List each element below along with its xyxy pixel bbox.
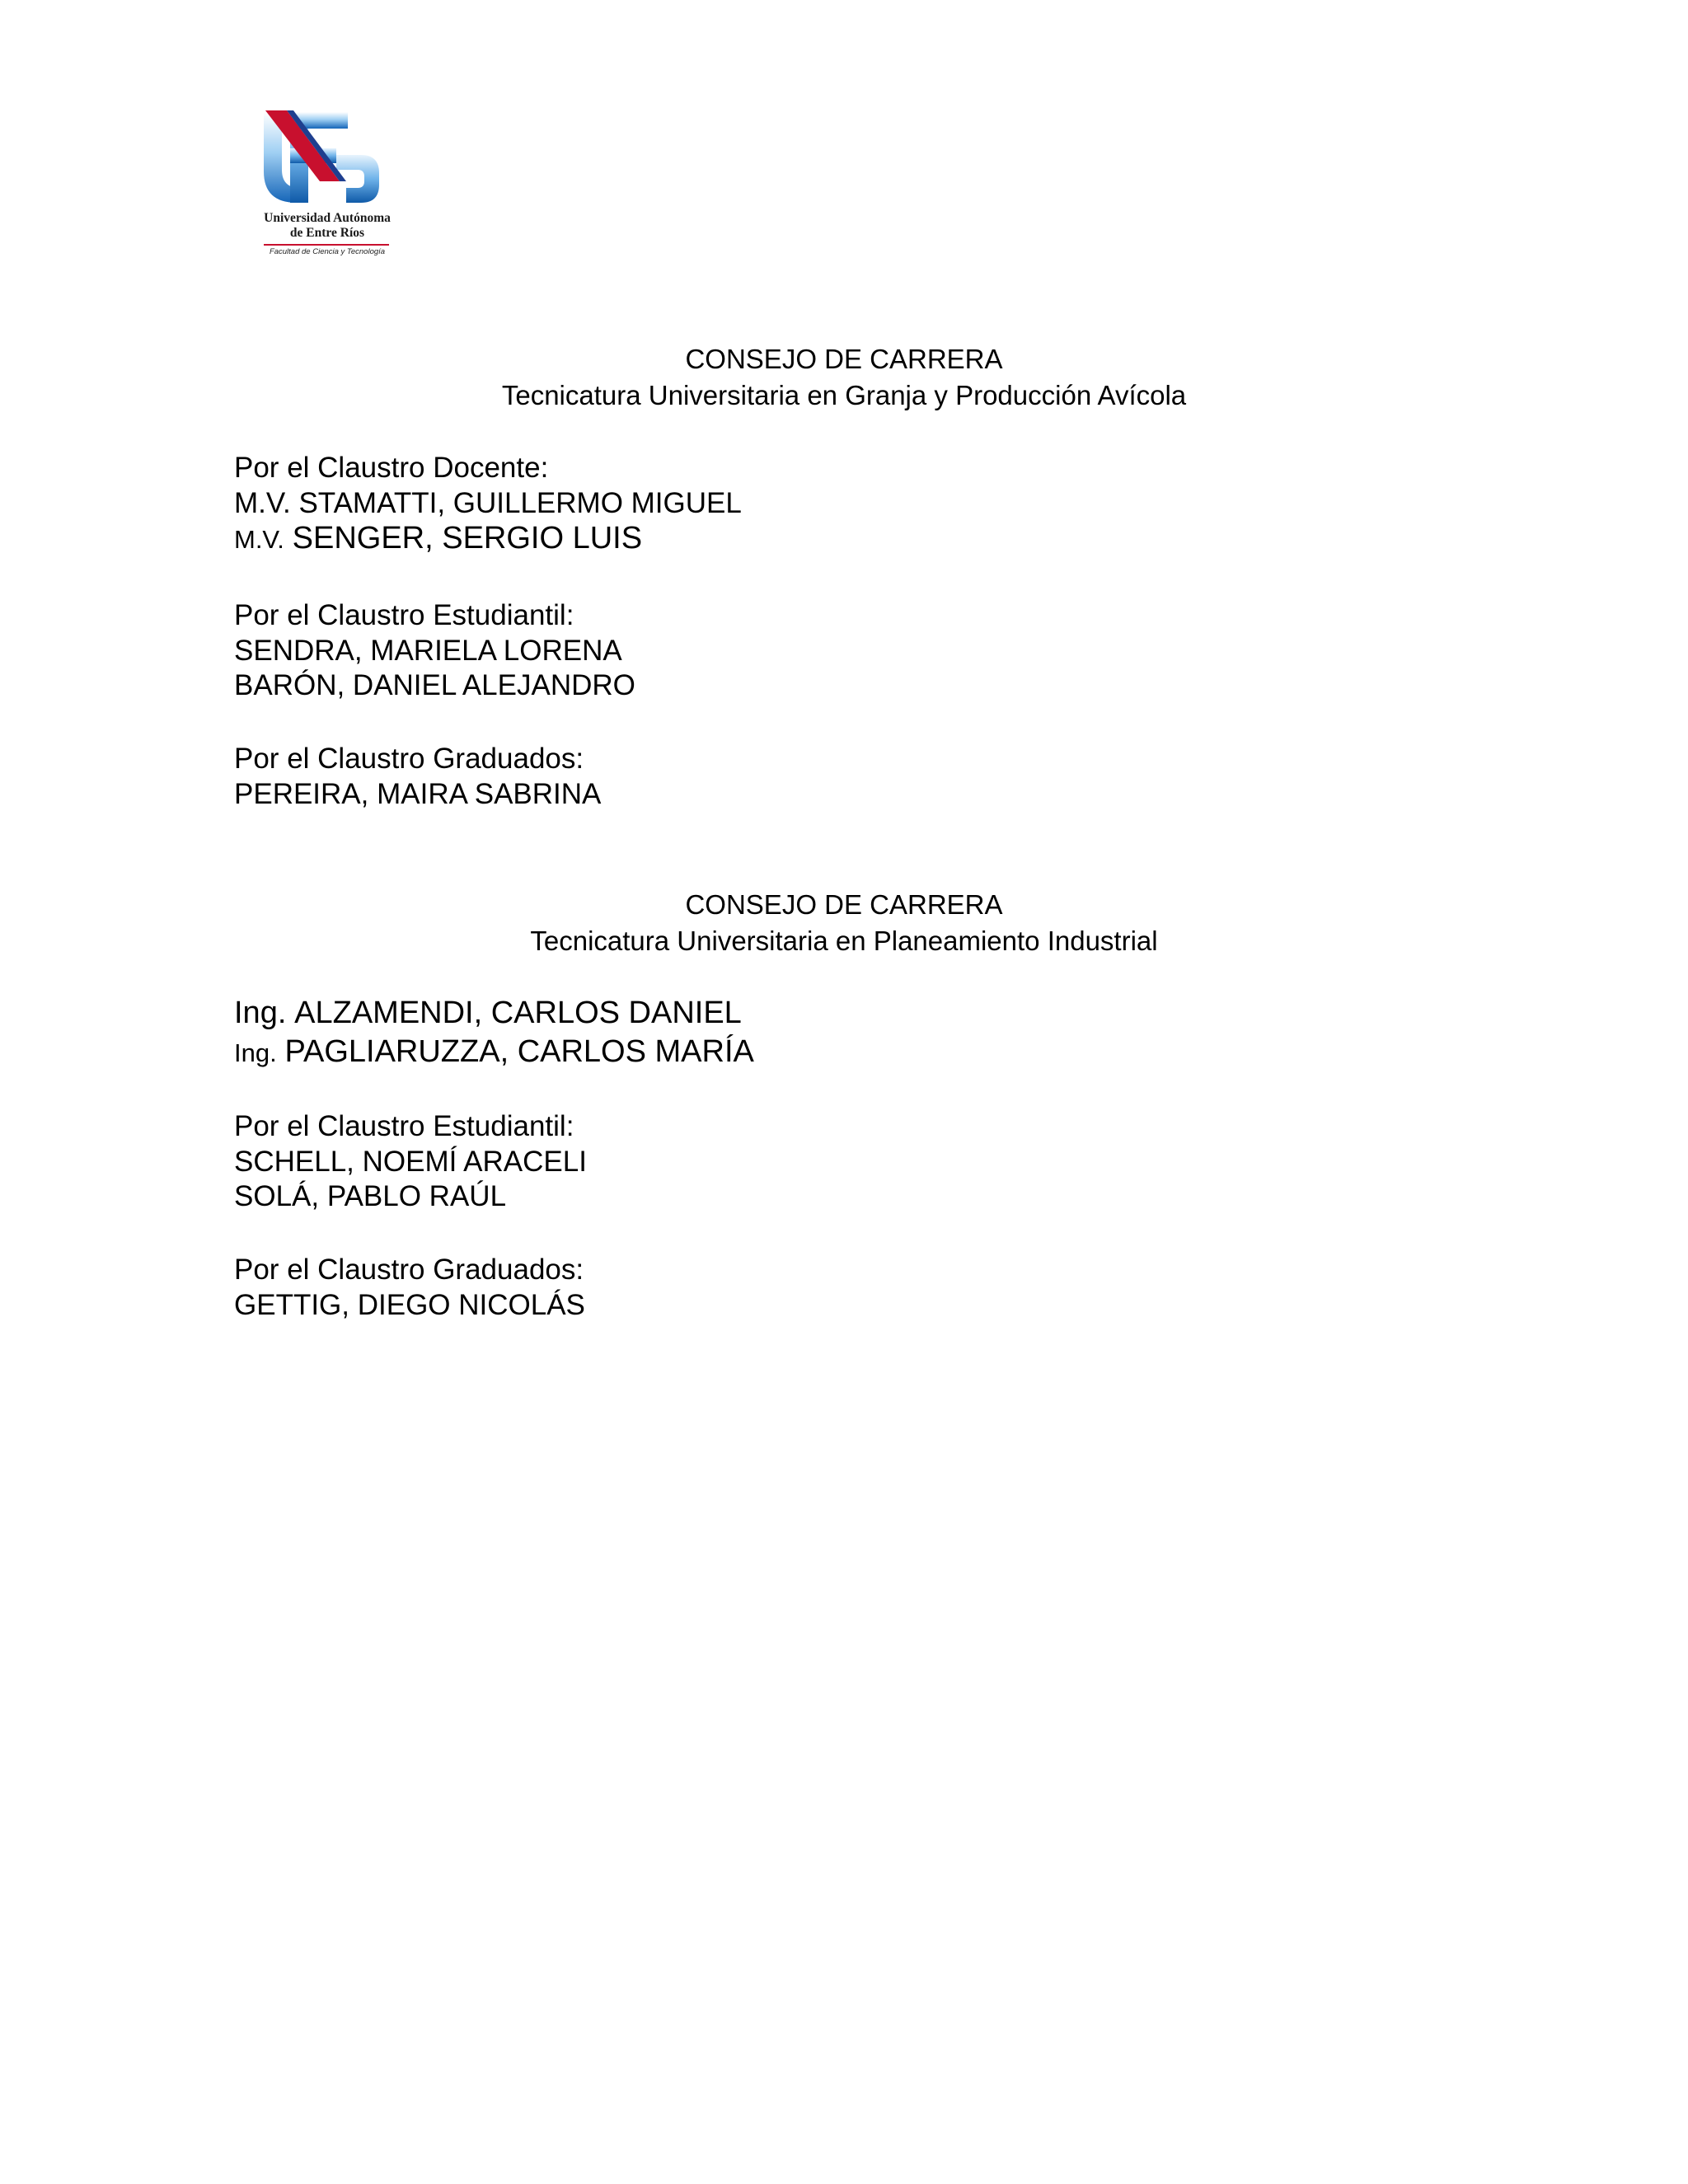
council-2-graduados-member-1: GETTIG, DIEGO NICOLÁS: [234, 1288, 585, 1321]
council-2-graduados-section: [234, 1253, 585, 1323]
council-1-heading: CONSEJO DE CARRERA: [685, 344, 1003, 374]
council-2-heading: CONSEJO DE CARRERA: [685, 889, 1003, 920]
council-1-estudiantil-label: Por el Claustro Estudiantil:: [234, 599, 574, 631]
council-1-docente-member-2-name: SENGER, SERGIO LUIS: [292, 521, 643, 555]
council-1-graduados-label: Por el Claustro Graduados:: [234, 743, 584, 775]
council-1-estudiantil-member-1: SENDRA, MARIELA LORENA: [234, 634, 622, 667]
council-2-docente-section: [234, 994, 754, 1072]
council-1-estudiantil-section: [234, 598, 635, 704]
council-1-docente-label: Por el Claustro Docente:: [234, 452, 549, 484]
council-2-docente-member-2: [234, 1033, 754, 1072]
council-2-docente-member-1-title: Ing.: [234, 996, 287, 1030]
council-1-subheading: Tecnicatura Universitaria en Granja y Producción Avícola: [501, 380, 1187, 410]
council-2-estudiantil-member-1: SCHELL, NOEMÍ ARACELI: [234, 1145, 587, 1178]
council-2-estudiantil-section: [234, 1109, 587, 1215]
council-2-subheading: Tecnicatura Universitaria en Planeamiento Industrial: [530, 926, 1158, 956]
council-1-graduados-section: [234, 742, 601, 812]
council-2-docente-member-1: [234, 994, 754, 1033]
university-logo-mark: [257, 105, 397, 209]
council-2-estudiantil-member-2: SOLÁ, PABLO RAÚL: [234, 1180, 507, 1212]
logo-university-name-line2: de Entre Ríos: [289, 226, 365, 240]
council-2-graduados-label: Por el Claustro Graduados:: [234, 1254, 584, 1286]
logo-university-name-line1: Universidad Autónoma: [264, 211, 391, 225]
council-1-docente-member-2: [234, 521, 742, 558]
council-2-docente-member-1-name: ALZAMENDI, CARLOS DANIEL: [294, 996, 742, 1030]
council-1-graduados-member-1: PEREIRA, MAIRA SABRINA: [234, 777, 602, 810]
university-logo: [257, 105, 397, 270]
council-1-docente-member-1: M.V. STAMATTI, GUILLERMO MIGUEL: [234, 486, 742, 519]
council-2-estudiantil-label: Por el Claustro Estudiantil:: [234, 1110, 574, 1142]
logo-faculty-name: Facultad de Ciencia y Tecnología: [269, 247, 386, 256]
logo-divider: [264, 244, 389, 246]
council-1-docente-section: [234, 451, 742, 558]
council-1-docente-member-2-title: M.V.: [234, 525, 284, 554]
council-2-docente-member-2-title: Ing.: [234, 1038, 277, 1067]
council-1-header: [0, 341, 1688, 414]
council-2-header: [0, 887, 1688, 959]
council-1-estudiantil-member-2: BARÓN, DANIEL ALEJANDRO: [234, 669, 635, 701]
council-2-docente-member-2-name: PAGLIARUZZA, CARLOS MARÍA: [284, 1034, 754, 1069]
